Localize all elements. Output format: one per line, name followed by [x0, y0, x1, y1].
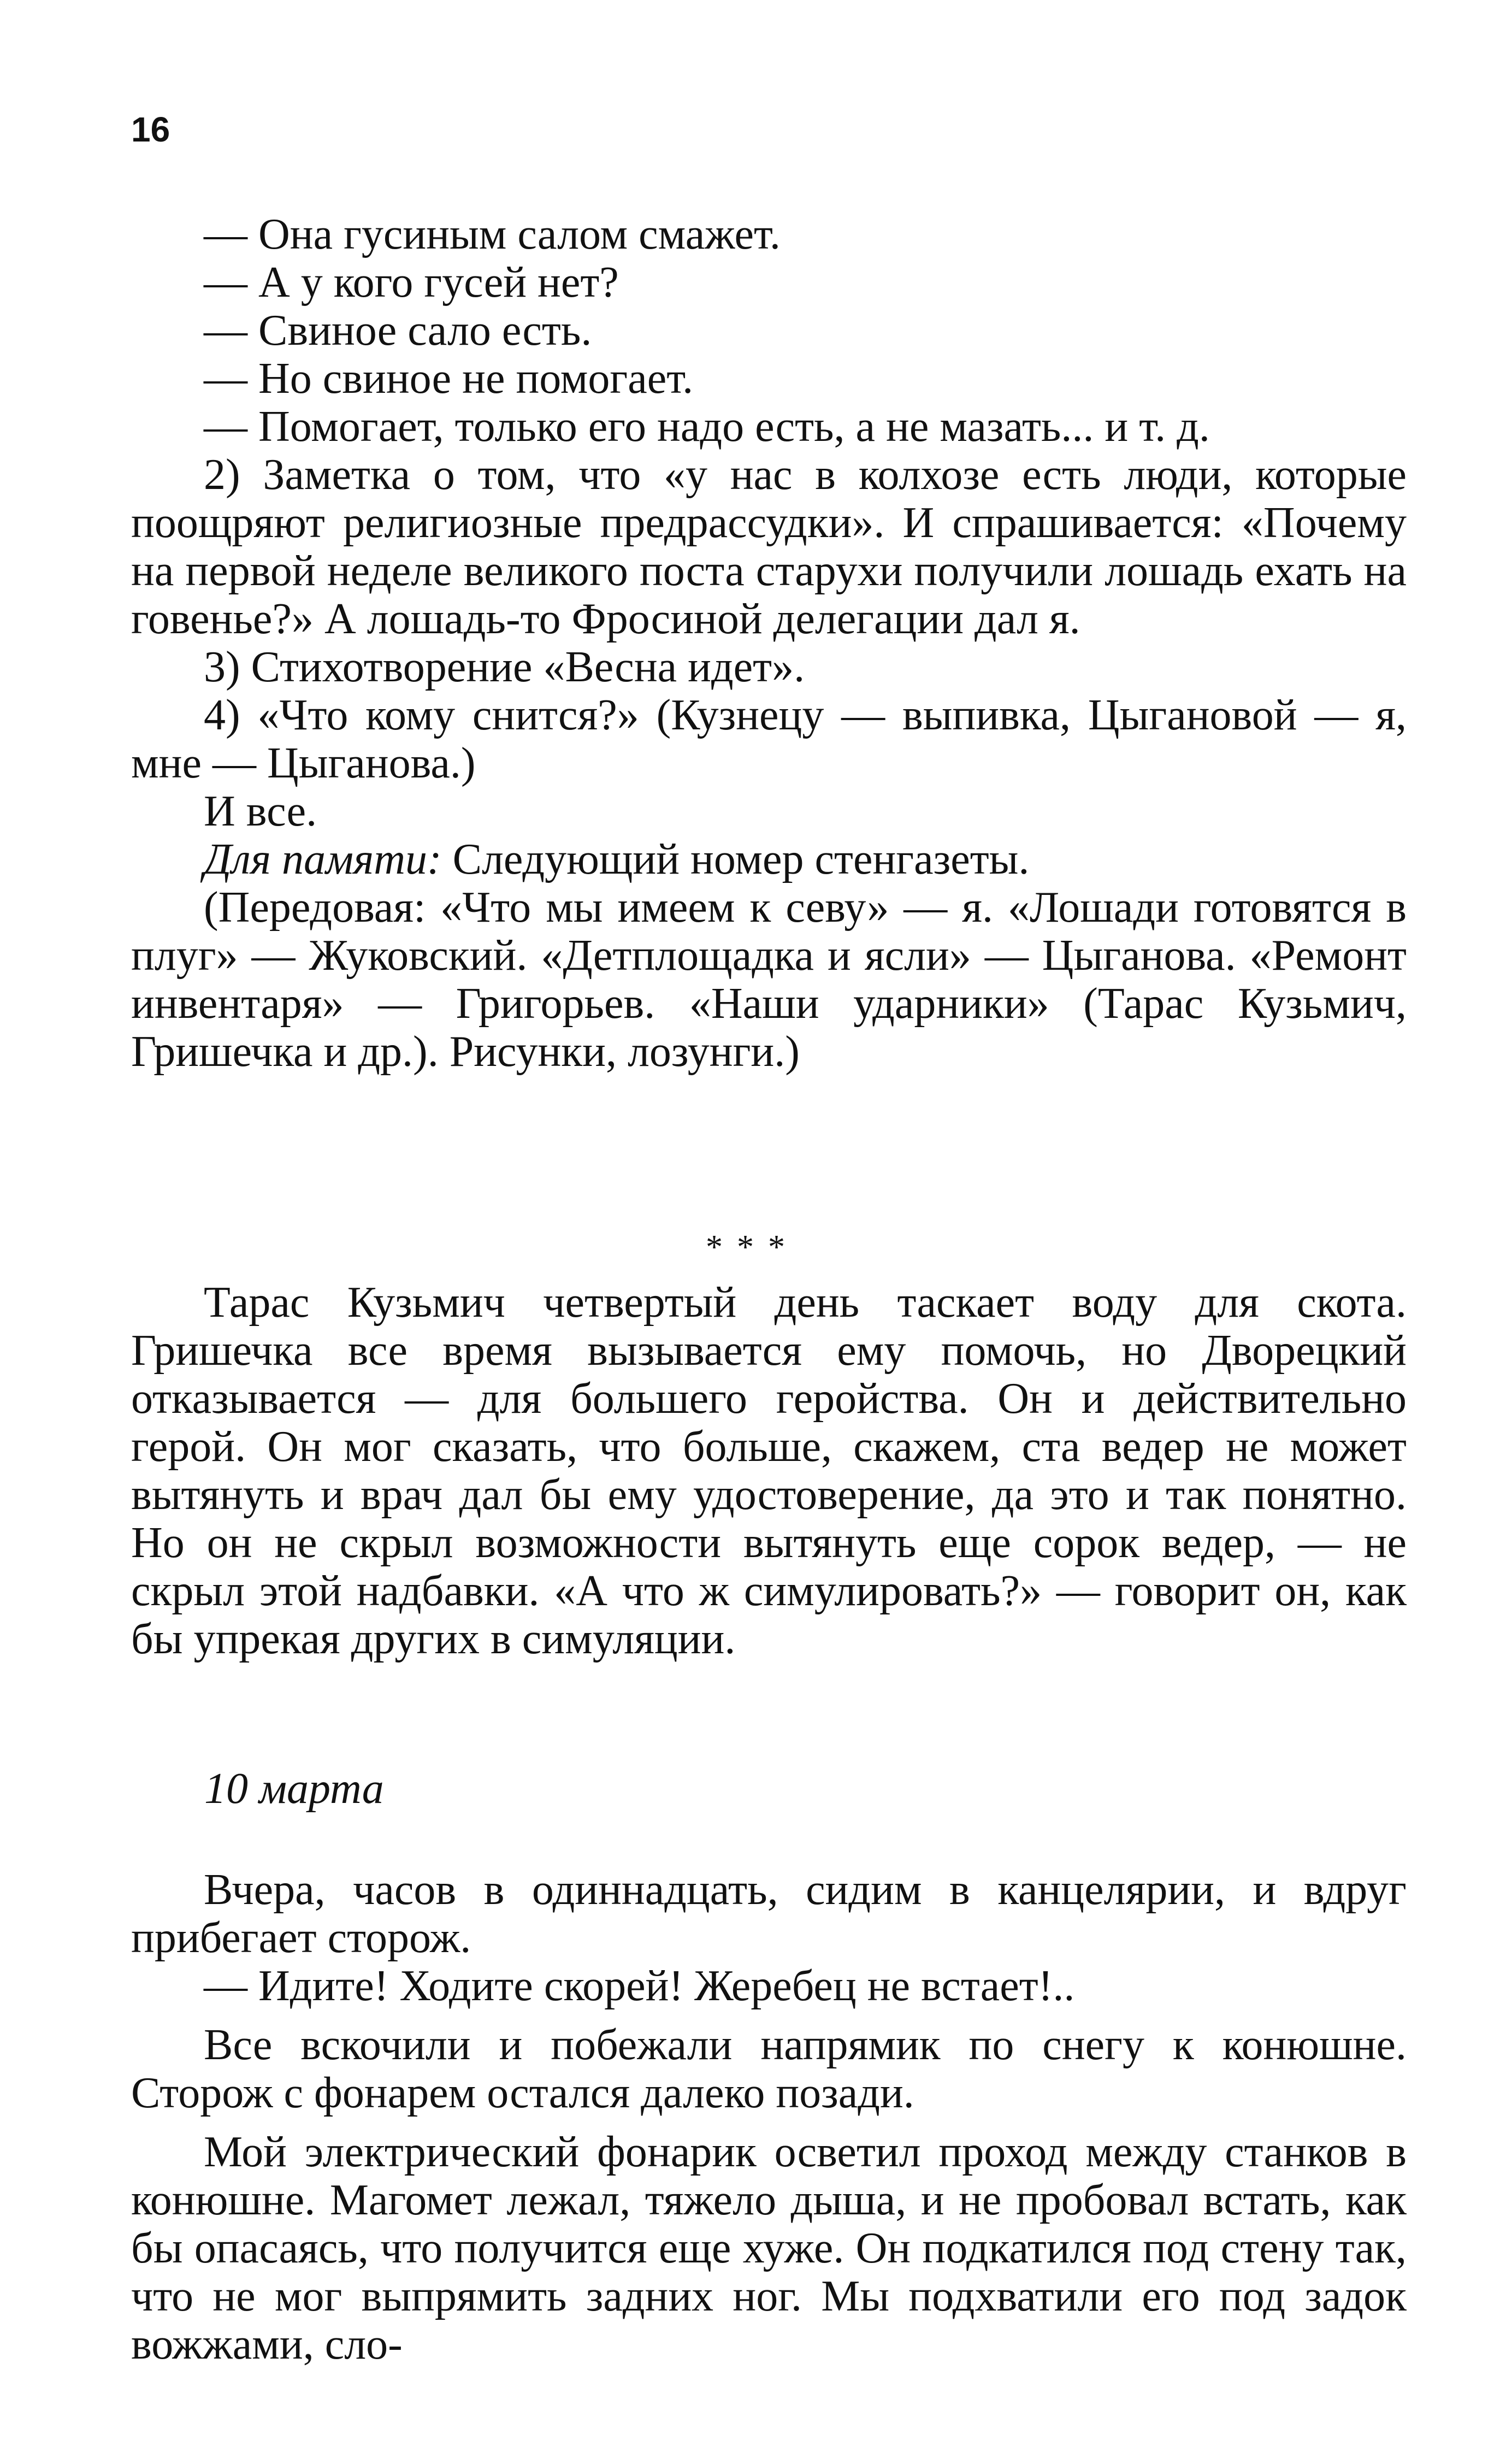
- paragraph-gap: [131, 2117, 1407, 2128]
- dialogue-line: — Но свиное не помогает.: [204, 355, 694, 403]
- memo-text: Следующий номер стенгазеты.: [441, 835, 1030, 883]
- paragraph: Мой электрический фонарик осветил проход между станков в конюшне. Магомет лежал, тяжело дыша, и не пробовал встать, как бы опасаясь, что получится еще хуже. Он подкатился под стену так, что не мог выпрямить задних ног. Мы подхватили его под задок вожжами, сло-: [131, 2128, 1407, 2368]
- dialogue-line: — Свиное сало есть.: [204, 307, 592, 355]
- list-item: 4) «Что кому снится?» (Кузнецу — выпивка, Цыгановой — я, мне — Цыганова.): [131, 691, 1407, 787]
- dialogue-line: — Идите! Ходите скорей! Жеребец не встает!..: [204, 1962, 1075, 2010]
- dialogue-line: — А у кого гусей нет?: [204, 258, 619, 307]
- memo-label: Для памяти:: [204, 835, 442, 883]
- section-separator: ***: [706, 1229, 799, 1266]
- newspaper-plan: (Передовая: «Что мы имеем к севу» — я. «Лошади готовятся в плуг» — Жуковский. «Детплощадка и ясли» — Цыганова. «Ремонт инвентаря» — Григорьев. «Наши ударники» (Тарас Кузьмич, Гришечка и др.). Рисунки, лозунги.): [131, 883, 1407, 1076]
- page-number: 16: [131, 110, 170, 149]
- paragraph: И все.: [204, 787, 317, 835]
- dialogue-line: — Она гусиным салом смажет.: [204, 210, 781, 258]
- paragraph: Тарас Кузьмич четвертый день таскает воду для скота. Гришечка все время вызывается ему помочь, но Дворецкий отказывается — для большего геройства. Он и действительно герой. Он мог сказать, что больше, скажем, ста ведер не может вытянуть и врач дал бы ему удостоверение, да это и так понятно. Но он не скрыл возможности вытянуть еще сорок ведер, — не скрыл этой надбавки. «А что ж симулировать?» — говорит он, как бы упрекая других в симуляции.: [131, 1278, 1407, 1663]
- list-item: 3) Стихотворение «Весна идет».: [204, 643, 805, 691]
- paragraph: Все вскочили и побежали напрямик по снегу к конюшне. Сторож с фонарем остался далеко позади.: [131, 2021, 1407, 2117]
- paragraph-gap: [131, 2010, 1407, 2021]
- memo-paragraph: [131, 835, 1407, 883]
- text-block-top: [131, 210, 1407, 1076]
- paragraph: Вчера, часов в одиннадцать, сидим в канцелярии, и вдруг прибегает сторож.: [131, 1866, 1407, 1962]
- text-block-bottom: [131, 1866, 1407, 2368]
- diary-date-heading: 10 марта: [204, 1765, 384, 1813]
- text-block-middle: [131, 1278, 1407, 1663]
- dialogue-line: — Помогает, только его надо есть, а не мазать... и т. д.: [204, 403, 1210, 451]
- list-item: 2) Заметка о том, что «у нас в колхозе есть люди, которые поощряют религиозные предрассудки». И спрашивается: «Почему на первой неделе великого поста старухи получили лошадь ехать на говенье?» А лошадь-то Фросиной делегации дал я.: [131, 451, 1407, 643]
